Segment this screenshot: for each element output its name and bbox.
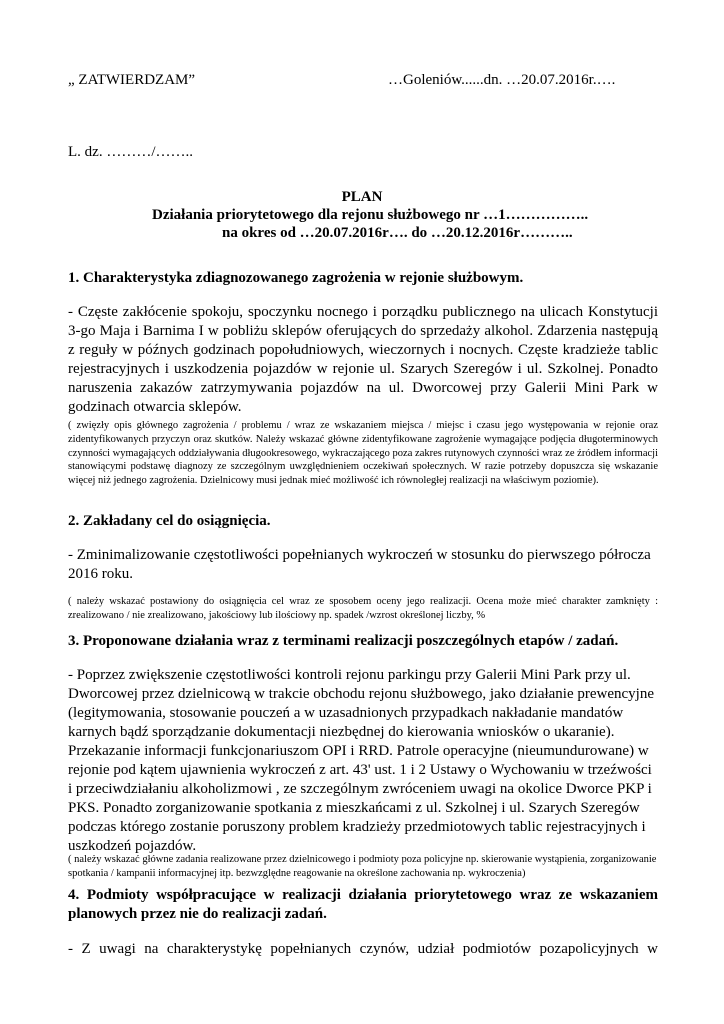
section-2-body: - Zminimalizowanie częstotliwości popełnianych wykroczeń w stosunku do pierwszego półrocza 2016 roku. xyxy=(68,547,651,582)
section-2-note: ( należy wskazać postawiony do osiągnięcia cel wraz ze sposobem oceny jego realizacji. Ocena może mieć charakter zamknięty : zrealizowano / nie zrealizowano, jakościowy lub ilościowy np. spadek /wzrost określonej liczby, % xyxy=(68,596,658,621)
plan-title: PLAN xyxy=(341,189,383,205)
section-3-heading: 3. Proponowane działania wraz z terminami realizacji poszczególnych etapów / zadań. xyxy=(68,633,619,649)
plan-subtitle: Działania priorytetowego dla rejonu służbowego nr …1…………….. xyxy=(152,207,589,223)
section-4-body: - Z uwagi na charakterystykę popełnianych czynów, udział podmiotów pozapolicyjnych w xyxy=(68,941,658,957)
section-3-note: ( należy wskazać główne zadania realizowane przez dzielnicowego i podmioty poza policyjne np. skierowanie wystąpienia, zorganizowanie spotkania / kampanii informacyjnej itp. bezwzględne reagowanie na określone zachowania np. wykroczenia) xyxy=(68,854,657,879)
section-1-body: - Częste zakłócenie spokoju, spoczynku nocnego i porządku publicznego na ulicach Konstytucji 3-go Maja i Barnima I w pobliżu sklepów oferujących do sprzedaży alkohol. Zdarzenia następują z reguły w późnych godzinach popołudniowych, wieczornych i nocnych. Częste kradzieże tablic rejestracyjnych i uszkodzenia pojazdów w rejonie ul. Szarych Szeregów i ul. Szkolnej. Ponadto naruszenia zakazów zatrzymywania pojazdów na ul. Dworcowej przy Galerii Mini Park w godzinach otwarcia sklepów. xyxy=(68,304,658,415)
section-1-note: ( zwięzły opis głównego zagrożenia / problemu / wraz ze wskazaniem miejsca / miejsc i czasu jego występowania w rejonie oraz zidentyfikowanych przyczyn oraz skutków. Należy wskazać główne zidentyfikowane zagrożenie wymagające podjęcia długoterminowych czynności wymagających oddziaływania długookresowego, wykraczającego poza zakres rutynowych czynności wraz ze źródłem informacji stanowiącymi podstawę diagnozy ze szczególnym uwzględnieniem oczekiwań społecznych. W razie potrzeby dopuszcza się wskazanie więcej niż jednego zagrożenia. Dzielnicowy musi jednak mieć możliwość ich równoległej realizacji na właściwym poziomie). xyxy=(68,420,658,487)
approval-label: „ ZATWIERDZAM” xyxy=(68,72,196,88)
reference-number: L. dz. ………/…….. xyxy=(68,144,193,160)
section-1-heading: 1. Charakterystyka zdiagnozowanego zagrożenia w rejonie służbowym. xyxy=(68,270,524,286)
section-3-body: - Poprzez zwiększenie częstotliwości kontroli rejonu parkingu przy Galerii Mini Park przy ul. Dworcowej przez dzielnicową w trakcie obchodu rejonu służbowego, jako działanie prewencyjne (legitymowania, stosowanie pouczeń a w uzasadnionych przypadkach nakładanie mandatów karnych bądź sporządzanie dokumentacji niezbędnej do kierowania wniosków o ukaranie). Przekazanie informacji funkcjonariuszom OPI i RRD. Patrole operacyjne (nieumundurowane) w rejonie pod kątem ujawnienia wykroczeń z art. 43' ust. 1 i 2 Ustawy o Wychowaniu w trzeźwości i przeciwdziałaniu alkoholizmowi , ze szczególnym zwróceniem uwagi na okolice Dworce PKP i PKS. Ponadto zorganizowanie spotkania z mieszkańcami z ul. Szkolnej i ul. Szarych Szeregów podczas którego zostanie poruszony problem kradzieży przedmiotowych tablic rejestracyjnych i uszkodzeń pojazdów. xyxy=(68,667,655,854)
plan-period: na okres od …20.07.2016r…. do …20.12.2016r……….. xyxy=(222,225,573,241)
section-2-heading: 2. Zakładany cel do osiągnięcia. xyxy=(68,513,271,529)
section-4-heading: 4. Podmioty współpracujące w realizacji działania priorytetowego wraz ze wskazaniem planowych przez nie do realizacji zadań. xyxy=(68,887,658,922)
place-date: …Goleniów......dn. …20.07.2016r.…. xyxy=(388,72,616,88)
